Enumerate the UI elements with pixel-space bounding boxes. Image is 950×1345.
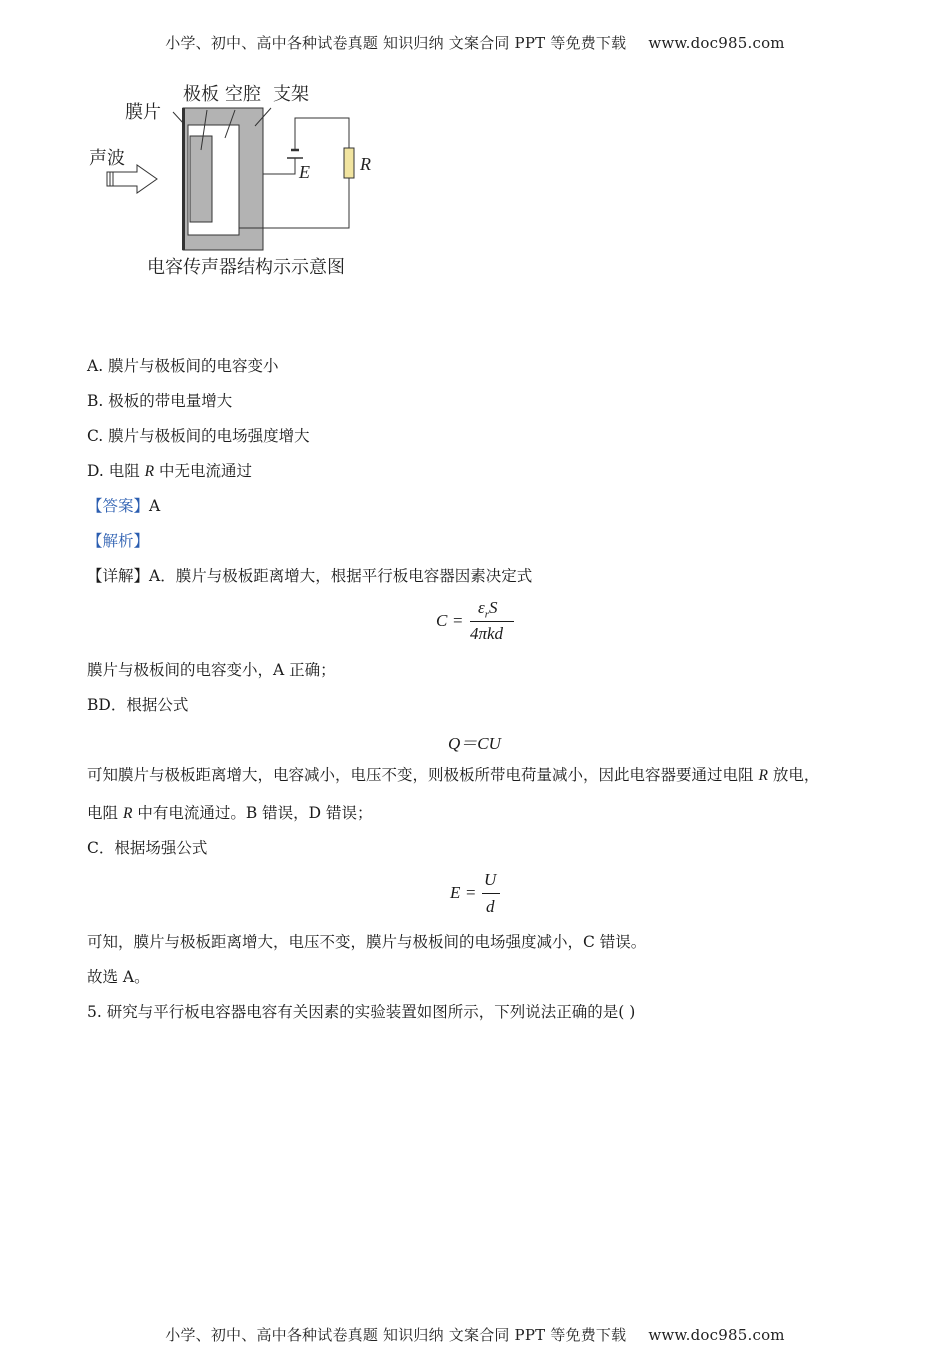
analysis-tag: 【解析】 [87,532,150,550]
page-footer [0,1324,950,1345]
footer-site: www.doc985.com [648,1326,785,1344]
capacitor-microphone-diagram [85,78,385,288]
detail-line-3: BD．根据公式 [87,696,189,714]
header-text: 小学、初中、高中各种试卷真题 知识归纳 文案合同 PPT 等免费下载 [165,34,627,52]
label-R: R [360,154,371,174]
detail-line-1: 【详解】A．膜片与极板距离增大，根据平行板电容器因素决定式 [87,567,533,585]
option-c: C. 膜片与极板间的电场强度增大 [87,427,310,445]
detail-line-6: C．根据场强公式 [87,839,208,857]
detail-line-8: 故选 A。 [87,968,150,986]
option-d: D. 电阻 R 中无电流通过 [87,462,253,480]
page-header [0,32,950,53]
label-plate: 极板 [183,84,219,105]
detail-line-5: 电阻 R 中有电流通过。B 错误，D 错误； [87,804,373,822]
option-a: A. 膜片与极板间的电容变小 [87,357,279,375]
sound-wave-arrow [107,165,157,193]
label-cavity: 空腔 [225,84,261,105]
membrane [182,108,185,250]
label-E: E [299,162,310,182]
answer-value: A [149,497,161,515]
label-bracket: 支架 [273,84,309,105]
resistor [344,148,354,178]
question-5: 5. 研究与平行板电容器电容有关因素的实验装置如图所示，下列说法正确的是( ) [87,1003,636,1021]
detail-line-4: 可知膜片与极板距离增大，电容减小，电压不变，则极板所带电荷量减小，因此电容器要通过电阻 R 放电， [87,766,820,784]
detail-line-7: 可知，膜片与极板距离增大，电压不变，膜片与极板间的电场强度减小，C 错误。 [87,933,647,951]
equation-charge: Q＝CU [448,734,501,753]
option-b: B. 极板的带电量增大 [87,392,233,410]
detail-line-2: 膜片与极板间的电容变小，A 正确； [87,661,336,679]
label-membrane: 膜片 [125,102,161,123]
answer-line [87,495,160,517]
diagram-caption: 电容传声器结构示示意图 [147,257,345,278]
label-sound: 声波 [89,148,125,169]
wire-top [263,158,295,174]
header-site: www.doc985.com [648,34,785,52]
answer-tag: 【答案】 [87,497,150,515]
footer-text: 小学、初中、高中各种试卷真题 知识归纳 文案合同 PPT 等免费下载 [165,1326,627,1344]
